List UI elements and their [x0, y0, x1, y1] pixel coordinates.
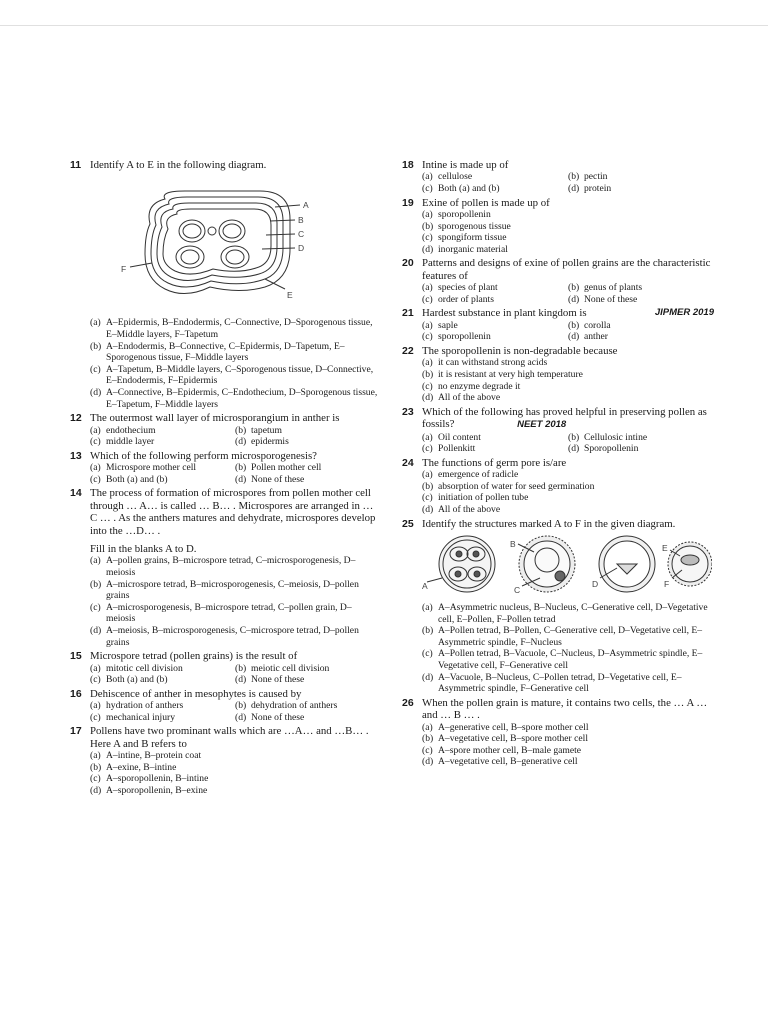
question-stem: When the pollen grain is mature, it contains two cells, the … A … and … B … . [422, 696, 708, 722]
option-c[interactable]: (c) Both (a) and (b) [90, 473, 168, 485]
option-a[interactable]: (a) cellulose [422, 171, 473, 183]
question-17 [70, 725, 380, 796]
question-stem: Which of the following has proved helpful in preserving pollen as fossils? [422, 405, 707, 431]
option-d[interactable]: (d) A–Vacuole, B–Nucleus, C–Pollen tetrad, D–Vegetative cell, E–Asymmetric spindle, F–Generative cell [422, 671, 682, 695]
option-b[interactable]: (b) tapetum [235, 424, 282, 436]
option-a[interactable]: (a) mitotic cell division [90, 662, 183, 674]
options-list [422, 209, 714, 255]
question-12 [70, 412, 380, 448]
option-c[interactable]: (c) middle layer [90, 436, 155, 448]
option-c[interactable]: (c) spongiform tissue [422, 232, 507, 244]
option-a[interactable]: (a) Oil content [422, 431, 481, 443]
question-number: 12 [70, 412, 82, 425]
option-b[interactable]: (b) A–vegetative cell, B–spore mother cell [422, 733, 588, 745]
question-stem: Identify the structures marked A to F in the given diagram. [422, 517, 676, 530]
option-d[interactable]: (d) None of these [235, 674, 305, 686]
option-c[interactable]: (c) sporopollenin [422, 331, 491, 343]
question-stem: Exine of pollen is made up of [422, 196, 550, 209]
option-c[interactable]: (c) A–sporopollenin, B–intine [90, 773, 209, 785]
option-a[interactable]: (a) A–generative cell, B–spore mother cell [422, 721, 589, 733]
exam-tag: JIPMER 2019 [654, 307, 714, 319]
options-list [422, 357, 714, 403]
option-b[interactable]: (b) A–exine, B–intine [90, 761, 177, 773]
question-number: 25 [402, 517, 414, 530]
question-15 [70, 650, 380, 686]
question-22 [402, 345, 714, 404]
options-list [422, 722, 714, 768]
question-number: 18 [402, 159, 414, 171]
option-c[interactable]: (c) A–Pollen tetrad, B–Vacuole, C–Nucleus, D–Asymmetric spindle, E–Vegetative cell, F–Generative cell [422, 648, 703, 671]
question-18 [402, 159, 714, 195]
question-24 [402, 457, 714, 516]
page-top-divider [0, 25, 768, 26]
options-list [422, 432, 714, 455]
diagram-label-a: A [303, 200, 309, 211]
question-number: 23 [402, 405, 414, 418]
pollen-diagram [422, 534, 712, 596]
option-d[interactable]: (d) A–sporopollenin, B–exine [90, 784, 208, 796]
option-c[interactable]: (c) Both (a) and (b) [90, 674, 168, 686]
question-number: 15 [70, 650, 82, 663]
options-list [90, 750, 380, 796]
question-13 [70, 450, 380, 486]
right-column [402, 157, 714, 768]
options-list [90, 462, 380, 485]
question-stem: Which of the following perform microsporogenesis? [90, 449, 317, 462]
anther-cross-section-figure [90, 179, 320, 307]
question-stem: Dehiscence of anther in mesophytes is caused by [90, 687, 302, 700]
diagram-label-b: B [298, 215, 304, 226]
option-a[interactable]: (a) A–pollen grains, B–microspore tetrad, C–microsporogenesis, D–meiosis [90, 555, 356, 578]
option-b[interactable]: (b) dehydration of anthers [235, 700, 338, 712]
option-b[interactable]: (b) A–microspore tetrad, B–microsporogenesis, C–meiosis, D–pollen grains [90, 578, 359, 602]
question-stem: Microspore tetrad (pollen grains) is the result of [90, 650, 298, 663]
diagram-label-d: D [298, 243, 305, 254]
options-list [90, 663, 380, 686]
option-b[interactable]: (b) absorption of water for seed germination [422, 480, 595, 492]
option-d[interactable]: (d) inorganic material [422, 243, 508, 255]
question-number: 20 [402, 257, 414, 270]
option-a[interactable]: (a) emergence of radicle [422, 469, 519, 481]
option-c[interactable]: (c) mechanical injury [90, 711, 175, 723]
diagram-label-b: B [510, 538, 516, 549]
options-list [422, 602, 714, 695]
option-c[interactable]: (c) Both (a) and (b) [422, 183, 500, 194]
option-b[interactable]: (b) corolla [568, 319, 611, 331]
option-a[interactable]: (a) A–Asymmetric nucleus, B–Nucleus, C–Generative cell, D–Vegetative cell, E–Pollen, F–Pollen tetrad [422, 601, 708, 625]
diagram-label-c: C [298, 229, 305, 240]
question-number: 24 [402, 456, 414, 469]
option-c[interactable]: (c) no enzyme degrade it [422, 380, 521, 392]
option-d[interactable]: (d) epidermis [235, 436, 289, 448]
options-list [422, 171, 714, 194]
option-d[interactable]: (d) None of these [235, 473, 305, 485]
question-number: 13 [70, 449, 82, 462]
option-a[interactable]: (a) A–intine, B–protein coat [90, 750, 202, 762]
question-stem: Pollens have two prominant walls which are …A… and …B… . Here A and B refers to [90, 725, 369, 750]
option-b[interactable]: (b) it is resistant at very high temperature [422, 368, 583, 380]
question-stem: Intine is made up of [422, 159, 509, 171]
question-stem: Hardest substance in plant kingdom is [422, 307, 587, 320]
options-list [422, 282, 714, 305]
option-a[interactable]: (a) saple [422, 319, 458, 331]
question-stem: The outermost wall layer of microsporangium in anther is [90, 412, 340, 425]
diagram-label-e: E [662, 542, 668, 553]
options-list [422, 469, 714, 515]
option-a[interactable]: (a) sporopollenin [422, 209, 491, 220]
options-list [422, 320, 714, 343]
question-11 [70, 159, 380, 410]
question-26 [402, 697, 714, 768]
question-23 [402, 406, 714, 455]
option-c[interactable]: (c) A–Tapetum, B–Middle layers, C–Sporogenous tissue, D–Connective, E–Endodermis, F–Epidermis [90, 363, 374, 387]
diagram-label-f: F [664, 578, 670, 589]
diagram-label-f: F [121, 264, 127, 275]
option-c[interactable]: (c) order of plants [422, 293, 494, 305]
question-21 [402, 307, 714, 343]
option-a[interactable]: (a) A–Epidermis, B–Endodermis, C–Connective, D–Sporogenous tissue, E–Middle layers, F–Tapetum [90, 317, 373, 340]
option-a[interactable]: (a) it can withstand strong acids [422, 357, 548, 369]
option-a[interactable]: (a) Microspore mother cell [90, 462, 197, 474]
option-d[interactable]: (d) A–vegetative cell, B–generative cell [422, 756, 578, 768]
fill-instruction: Fill in the blanks A to D. [90, 542, 197, 555]
options-list [90, 425, 380, 448]
option-b[interactable]: (b) genus of plants [568, 282, 643, 294]
option-d[interactable]: (d) All of the above [422, 503, 501, 515]
diagram-label-d: D [592, 578, 599, 589]
option-b[interactable]: (b) sporogenous tissue [422, 220, 511, 232]
left-column [70, 157, 380, 797]
option-c[interactable]: (c) Pollenkitt [422, 443, 476, 455]
question-number: 14 [70, 487, 82, 500]
question-14 [70, 487, 380, 648]
question-25 [402, 518, 714, 695]
diagram-label-e: E [287, 290, 293, 301]
question-number: 17 [70, 725, 82, 738]
question-stem: The process of formation of microspores from pollen mother cell through … A… is called … B… . Microspores are arranged in … C … . As the anthers matures and dehydrate, microspores develop into the …D… . [90, 487, 376, 537]
option-b[interactable]: (b) A–Endodermis, B–Connective, C–Epidermis, D–Tapetum, E–Sporogenous tissue, F–Middle layers [90, 340, 345, 364]
question-number: 11 [70, 159, 82, 171]
exam-tag: NEET 2018 [517, 419, 567, 431]
question-stem: Identify A to E in the following diagram. [90, 159, 267, 171]
option-b[interactable]: (b) Cellulosic intine [568, 431, 648, 443]
option-a[interactable]: (a) hydration of anthers [90, 700, 184, 712]
option-d[interactable]: (d) protein [568, 183, 612, 194]
option-c[interactable]: (c) A–microsporogenesis, B–microspore tetrad, C–pollen grain, D–meiosis [90, 601, 352, 625]
option-d[interactable]: (d) None of these [235, 711, 305, 723]
options-list [90, 555, 380, 648]
options-list [90, 700, 380, 723]
option-d[interactable]: (d) anther [568, 331, 608, 343]
options-list [90, 317, 380, 410]
option-a[interactable]: (a) species of plant [422, 282, 498, 294]
question-stem: The sporopollenin is non-degradable because [422, 344, 618, 357]
option-b[interactable]: (b) A–Pollen tetrad, B–Pollen, C–Generative cell, D–Vegetative cell, E–Asymmetric spindle, F–Nucleus [422, 625, 703, 648]
option-d[interactable]: (d) Sporopollenin [568, 443, 639, 455]
option-d[interactable]: (d) All of the above [422, 392, 501, 404]
option-c[interactable]: (c) initiation of pollen tube [422, 492, 529, 504]
diagram-label-c: C [514, 584, 521, 595]
question-16 [70, 688, 380, 724]
option-a[interactable]: (a) endothecium [90, 424, 156, 436]
anther-diagram [90, 179, 320, 307]
option-b[interactable]: (b) Pollen mother cell [235, 462, 322, 474]
option-d[interactable]: (d) A–meiosis, B–microsporogenesis, C–microspore tetrad, D–pollen grains [90, 624, 359, 648]
question-stem: The functions of germ pore is/are [422, 456, 567, 469]
option-d[interactable]: (d) A–Connective, B–Epidermis, C–Endothecium, D–Sporogenous tissue, E–Tapetum, F–Middle layers [90, 386, 378, 410]
diagram-label-a: A [422, 580, 428, 591]
option-d[interactable]: (d) None of these [568, 293, 638, 305]
option-c[interactable]: (c) A–spore mother cell, B–male gamete [422, 744, 582, 756]
question-number: 19 [402, 196, 414, 209]
option-b[interactable]: (b) pectin [568, 171, 608, 183]
option-b[interactable]: (b) meiotic cell division [235, 662, 330, 674]
question-stem: Patterns and designs of exine of pollen grains are the characteristic features of [422, 257, 711, 282]
question-20 [402, 257, 714, 305]
question-19 [402, 197, 714, 256]
question-number: 16 [70, 687, 82, 700]
question-number: 21 [402, 307, 414, 320]
question-number: 26 [402, 696, 414, 709]
question-number: 22 [402, 344, 414, 357]
